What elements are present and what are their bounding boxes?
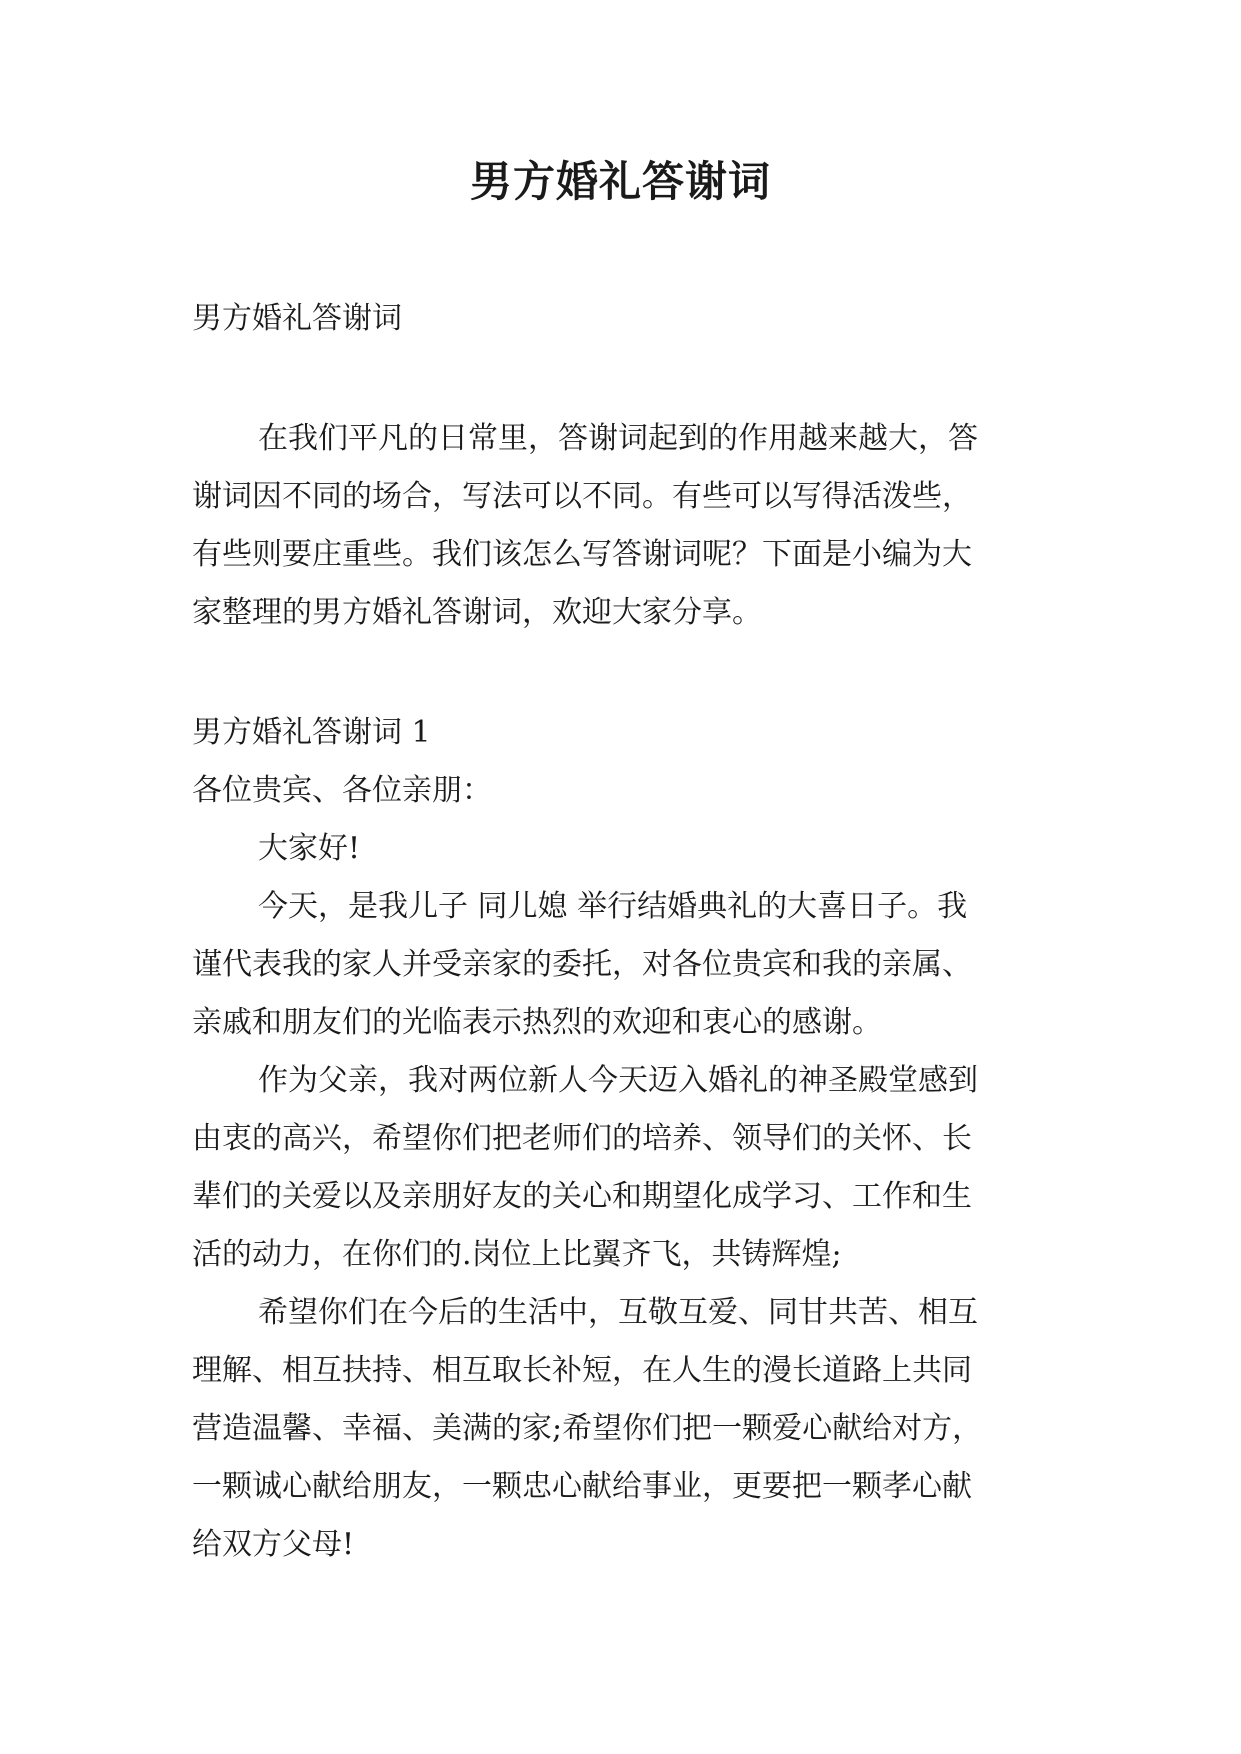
paragraph-line: 谨代表我的家人并受亲家的委托，对各位贵宾和我的亲属、: [192, 947, 972, 982]
paragraph-line: 活的动力，在你们的.岗位上比翼齐飞，共铸辉煌;: [192, 1237, 842, 1272]
paragraph-line: 辈们的关爱以及亲朋好友的关心和期望化成学习、工作和生: [192, 1179, 972, 1214]
paragraph-line: 今天，是我儿子 同儿媳 举行结婚典礼的大喜日子。我: [258, 889, 968, 924]
paragraph-line: 理解、相互扶持、相互取长补短，在人生的漫长道路上共同: [192, 1353, 972, 1388]
paragraph-line: 营造温馨、幸福、美满的家;希望你们把一颗爱心献给对方，: [192, 1411, 983, 1446]
intro-line: 在我们平凡的日常里，答谢词起到的作用越来越大，答: [258, 421, 978, 456]
section-heading: 男方婚礼答谢词 1: [192, 715, 431, 750]
spacer: [192, 642, 1062, 704]
paragraph-line: 由衷的高兴，希望你们把老师们的培养、领导们的关怀、长: [192, 1121, 972, 1156]
greeting: 大家好!: [258, 831, 361, 866]
document-body: [192, 290, 1062, 1574]
salutation: 各位贵宾、各位亲朋：: [192, 773, 492, 808]
paragraph-line: 希望你们在今后的生活中，互敬互爱、同甘共苦、相互: [258, 1295, 978, 1330]
paragraph-line: 作为父亲，我对两位新人今天迈入婚礼的神圣殿堂感到: [258, 1063, 978, 1098]
paragraph-line: 一颗诚心献给朋友，一颗忠心献给事业，更要把一颗孝心献: [192, 1469, 972, 1504]
intro-line: 家整理的男方婚礼答谢词，欢迎大家分享。: [192, 595, 762, 630]
document-subtitle: 男方婚礼答谢词: [192, 301, 402, 336]
spacer: [192, 348, 1062, 410]
intro-line: 有些则要庄重些。我们该怎么写答谢词呢？下面是小编为大: [192, 537, 972, 572]
intro-line: 谢词因不同的场合，写法可以不同。有些可以写得活泼些，: [192, 479, 972, 514]
paragraph-line: 给双方父母!: [192, 1527, 355, 1562]
page-title: 男方婚礼答谢词: [469, 157, 771, 206]
paragraph-line: 亲戚和朋友们的光临表示热烈的欢迎和衷心的感谢。: [192, 1005, 882, 1040]
